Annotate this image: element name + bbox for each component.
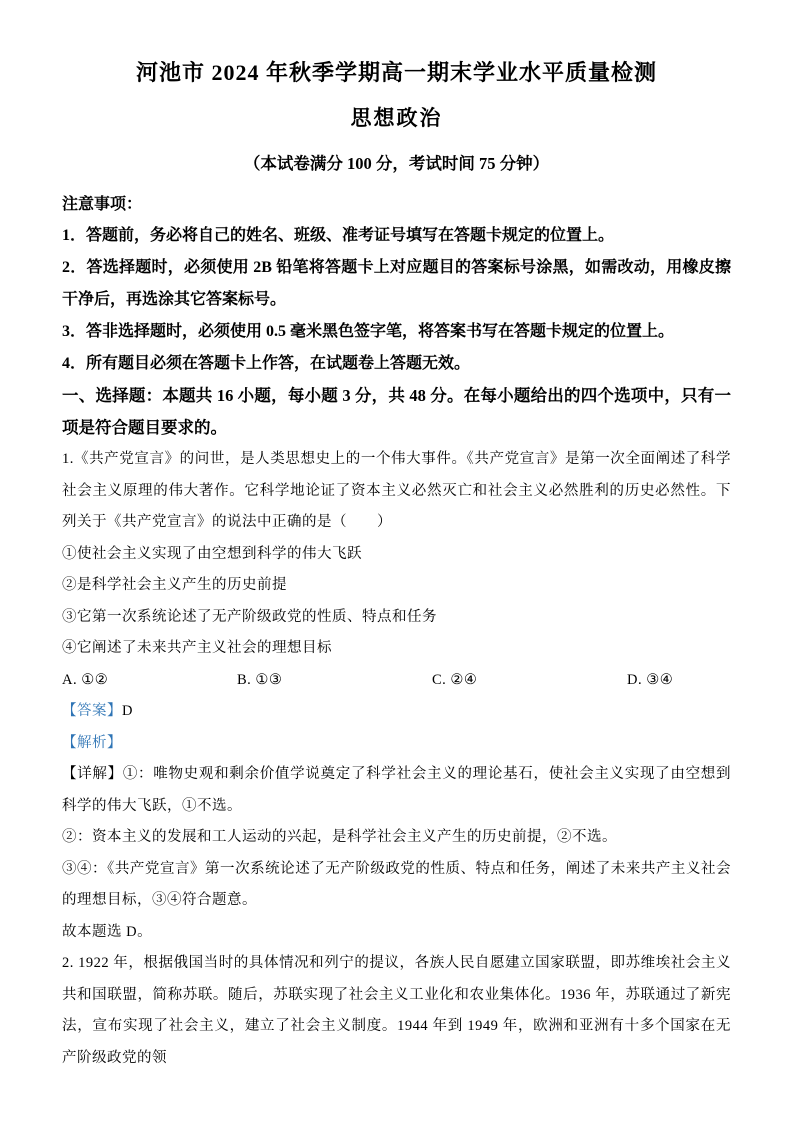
analysis-label: 【解析】 — [62, 734, 122, 751]
answer-label: 【答案】 — [62, 703, 122, 719]
exam-info: （本试卷满分 100 分，考试时间 75 分钟） — [243, 154, 550, 173]
answer-value: D — [122, 703, 133, 719]
question-1-option-c: C. ②④ — [432, 671, 478, 688]
section-1-heading: 一、选择题：本题共 16 小题，每小题 3 分，共 48 分。在每小题给出的四个选项中，只有一项是符合题目要求的。 — [62, 386, 731, 437]
question-1-detail-2: ②：资本主义的发展和工人运动的兴起，是科学社会主义产生的历史前提，②不选。 — [62, 829, 617, 845]
notices-heading: 注意事项： — [62, 196, 143, 213]
notice-item-4: 4．所有题目必须在答题卡上作答，在试题卷上答题无效。 — [62, 355, 471, 372]
question-1-answer-line — [62, 696, 731, 728]
question-1-detail-conclusion: 故本题选 D。 — [62, 923, 153, 940]
question-1-option-d: D. ③④ — [627, 671, 674, 688]
question-1-detail-1: 【详解】①：唯物史观和剩余价值学说奠定了科学社会主义的理论基石，使社会主义实现了由空想到科学的伟大飞跃，①不选。 — [62, 766, 731, 814]
question-1-statement-4: ④它阐述了未来共产主义社会的理想目标 — [62, 640, 332, 656]
question-1-statement-3: ③它第一次系统论述了无产阶级政党的性质、特点和任务 — [62, 608, 437, 625]
question-1-detail-3: ③④：《共产党宣言》第一次系统论述了无产阶级政党的性质、特点和任务，阐述了未来共产主义社会的理想目标，③④符合题意。 — [62, 860, 731, 908]
question-1-stem: 1.《共产党宣言》的问世，是人类思想史上的一个伟大事件。《共产党宣言》是第一次全面阐述了科学社会主义原理的伟大著作。它科学地论证了资本主义必然灭亡和社会主义必然胜利的历史必然性。下列关于《共产党宣言》的说法中正确的是（ ） — [62, 451, 731, 530]
question-1-option-a: A. ①② — [62, 671, 109, 688]
notice-item-2: 2．答选择题时，必须使用 2B 铅笔将答题卡上对应题目的答案标号涂黑，如需改动，用橡皮擦干净后，再选涂其它答案标号。 — [62, 259, 731, 308]
question-1-options — [62, 665, 731, 697]
question-1-statement-2: ②是科学社会主义产生的历史前提 — [62, 577, 287, 593]
exam-title: 河池市 2024 年秋季学期高一期末学业水平质量检测 — [135, 60, 657, 85]
question-1-option-b: B. ①③ — [237, 671, 283, 688]
question-2-stem: 2. 1922 年，根据俄国当时的具体情况和列宁的提议，各族人民自愿建立国家联盟，即苏维埃社会主义共和国联盟，简称苏联。随后，苏联实现了社会主义工业化和农业集体化。1936 年，苏联通过了新宪法，宣布实现了社会主义，建立了社会主义制度。1944 年到 1949 年，欧洲和亚洲有十多个国家在无产阶级政党的领 — [62, 955, 731, 1066]
notice-item-3: 3．答非选择题时，必须使用 0.5 毫米黑色签字笔，将答案书写在答题卡规定的位置上。 — [62, 323, 675, 340]
exam-subject: 思想政治 — [350, 106, 443, 130]
notice-item-1: 1．答题前，务必将自己的姓名、班级、准考证号填写在答题卡规定的位置上。 — [62, 227, 615, 244]
question-1-statement-1: ①使社会主义实现了由空想到科学的伟大飞跃 — [62, 545, 362, 562]
